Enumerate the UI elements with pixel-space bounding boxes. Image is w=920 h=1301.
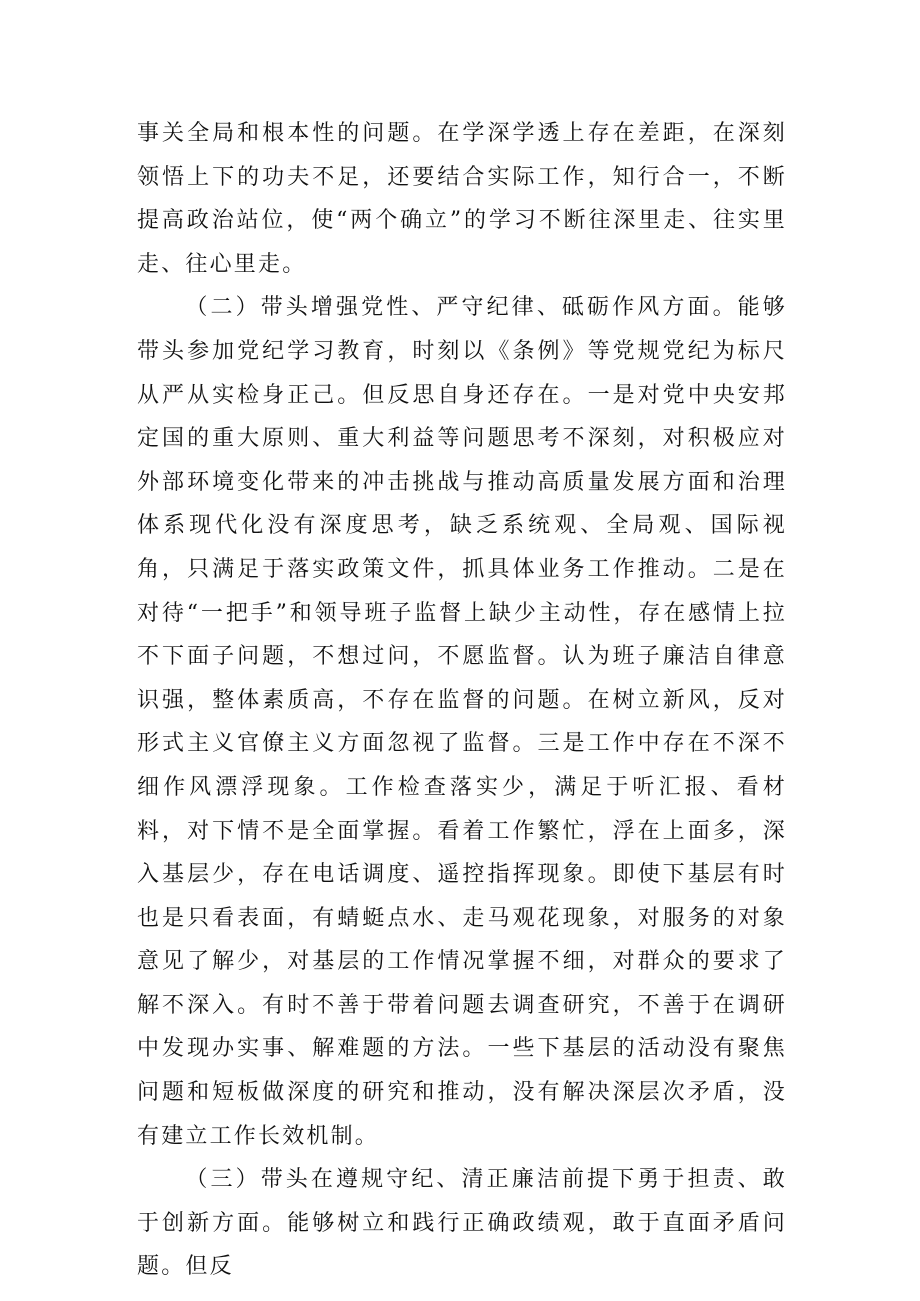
paragraph-continuation: 事关全局和根本性的问题。在学深学透上存在差距，在深刻领悟上下的功夫不足，还要结合实际工作，知行合一，不断提高政治站位，使“两个确立”的学习不断往深里走、往实里走、往心里走。 [137,121,787,277]
paragraph-section-three: （三）带头在遵规守纪、清正廉洁前提下勇于担责、敢于创新方面。能够树立和践行正确政绩观，敢于直面矛盾问题。但反 [137,1167,787,1280]
paragraph-section-two: （二）带头增强党性、严守纪律、砥砺作风方面。能够带头参加党纪学习教育，时刻以《条例》等党规党纪为标尺从严从实检身正己。但反思自身还存在。一是对党中央安邦定国的重大原则、重大利益等问题思考不深刻，对积极应对外部环境变化带来的冲击挑战与推动高质量发展方面和治理体系现代化没有深度思考，缺乏系统观、全局观、国际视角，只满足于落实政策文件，抓具体业务工作推动。二是在对待“一把手”和领导班子监督上缺少主动性，存在感情上拉不下面子问题，不想过问，不愿监督。认为班子廉洁自律意识强，整体素质高，不存在监督的问题。在树立新风，反对形式主义官僚主义方面忽视了监督。三是工作中存在不深不细作风漂浮现象。工作检查落实少，满足于听汇报、看材料，对下情不是全面掌握。看着工作繁忙，浮在上面多，深入基层少，存在电话调度、遥控指挥现象。即使下基层有时也是只看表面，有蜻蜓点水、走马观花现象，对服务的对象意见了解少，对基层的工作情况掌握不细，对群众的要求了解不深入。有时不善于带着问题去调查研究，不善于在调研中发现办实事、解难题的方法。一些下基层的活动没有聚焦问题和短板做深度的研究和推动，没有解决深层次矛盾，没有建立工作长效机制。 [137,295,787,1149]
document-body [137,112,787,1289]
